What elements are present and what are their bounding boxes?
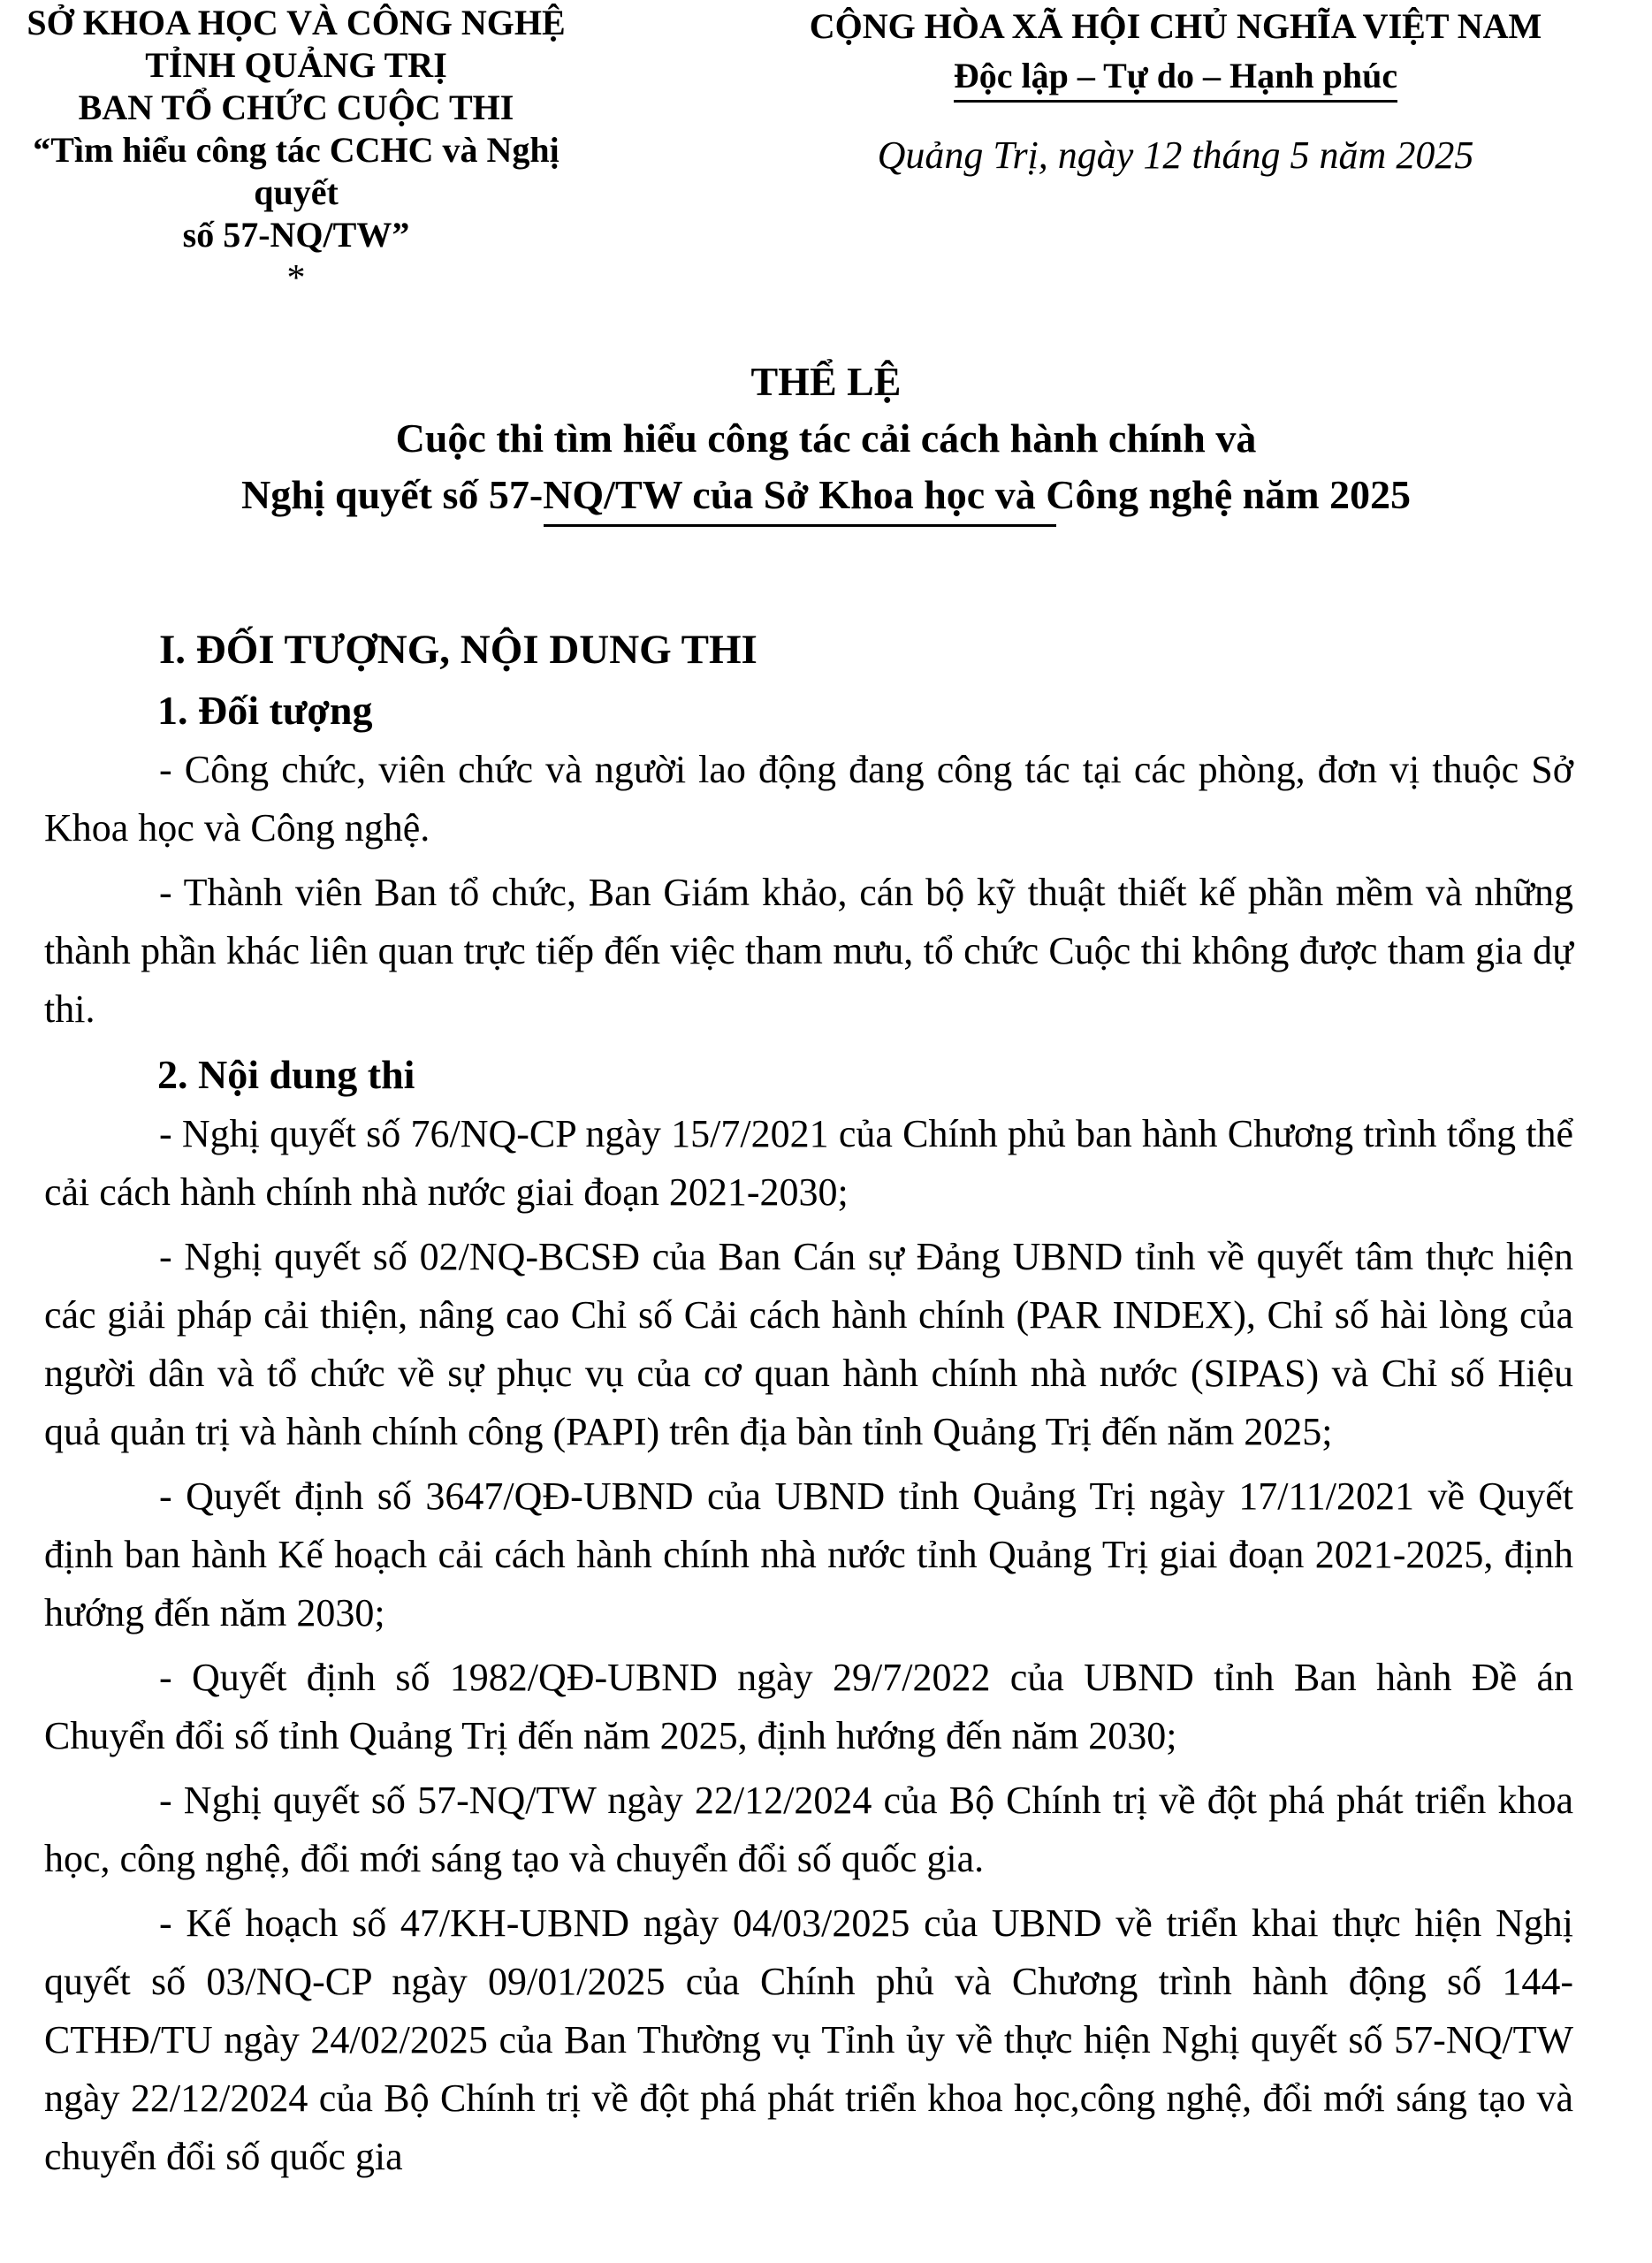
paragraph: - Thành viên Ban tổ chức, Ban Giám khảo, cán bộ kỹ thuật thiết kế phần mềm và những thành phần khác liên quan trực tiếp đến việc tham mưu, tổ chức Cuộc thi không được tham gia dự thi. [44, 871, 1573, 1031]
subsection-heading-doi-tuong: 1. Đối tượng [157, 688, 373, 733]
agency-line-5: số 57-NQ/TW” [182, 215, 410, 255]
paragraph: - Kế hoạch số 47/KH-UBND ngày 04/03/2025 của UBND về triển khai thực hiện Nghị quyết số 03/NQ-CP ngày 09/01/2025 của Chính phủ và Chương trình hành động số 144-CTHĐ/TU ngày 24/02/2025 của Ban Thường vụ Tỉnh ủy về thực hiện Nghị quyết số 57-NQ/TW ngày 22/12/2024 của Bộ Chính trị về đột phá phát triển khoa học,công nghệ, đổi mới sáng tạo và chuyển đổi số quốc gia [44, 1901, 1573, 2178]
document-subtitle-2: Nghị quyết số 57-NQ/TW của Sở Khoa học và Công nghệ năm 2025 [240, 472, 1412, 517]
document-header [0, 0, 1652, 299]
document-body [44, 619, 1573, 2192]
issuing-agency-block [0, 2, 592, 301]
national-motto: Độc lập – Tự do – Hạnh phúc [954, 54, 1397, 103]
agency-line-3: BAN TỔ CHỨC CUỘC THI [78, 88, 514, 127]
asterisk-mark: * [286, 258, 306, 299]
section-heading: I. ĐỐI TƯỢNG, NỘI DUNG THI [159, 627, 757, 673]
paragraph: - Nghị quyết số 02/NQ-BCSĐ của Ban Cán sự Đảng UBND tỉnh về quyết tâm thực hiện các giải pháp cải thiện, nâng cao Chỉ số Cải cách hành chính (PAR INDEX), Chỉ số hài lòng của người dân và tổ chức về sự phục vụ của cơ quan hành chính nhà nước (SIPAS) và Chỉ số Hiệu quả quản trị và hành chính công (PAPI) trên địa bàn tỉnh Quảng Trị đến năm 2025; [44, 1235, 1573, 1453]
paragraph: - Công chức, viên chức và người lao động đang công tác tại các phòng, đơn vị thuộc Sở Khoa học và Công nghệ. [44, 748, 1573, 850]
document-title-block [0, 354, 1652, 523]
paragraph: - Nghị quyết số 57-NQ/TW ngày 22/12/2024 của Bộ Chính trị về đột phá phát triển khoa học, công nghệ, đổi mới sáng tạo và chuyển đổi số quốc gia. [44, 1779, 1573, 1880]
paragraph: - Quyết định số 3647/QĐ-UBND của UBND tỉnh Quảng Trị ngày 17/11/2021 về Quyết định ban hành Kế hoạch cải cách hành chính nhà nước tỉnh Quảng Trị giai đoạn 2021-2025, định hướng đến năm 2030; [44, 1474, 1573, 1634]
subsection-heading-noi-dung-thi: 2. Nội dung thi [157, 1052, 415, 1097]
agency-line-1: SỞ KHOA HỌC VÀ CÔNG NGHỆ [27, 3, 566, 42]
national-title-block [725, 2, 1626, 103]
national-title: CỘNG HÒA XÃ HỘI CHỦ NGHĨA VIỆT NAM [809, 6, 1542, 46]
agency-line-4: “Tìm hiểu công tác CCHC và Nghị quyết [33, 130, 560, 212]
document-subtitle-1: Cuộc thi tìm hiểu công tác cải cách hành chính và [395, 415, 1257, 461]
agency-line-2: TỈNH QUẢNG TRỊ [145, 45, 447, 85]
paragraph: - Quyết định số 1982/QĐ-UBND ngày 29/7/2022 của UBND tỉnh Ban hành Đề án Chuyển đổi số tỉnh Quảng Trị đến năm 2025, định hướng đến năm 2030; [44, 1656, 1573, 1757]
paragraph: - Nghị quyết số 76/NQ-CP ngày 15/7/2021 của Chính phủ ban hành Chương trình tổng thể cải cách hành chính nhà nước giai đoạn 2021-2030; [44, 1112, 1573, 1214]
place-date: Quảng Trị, ngày 12 tháng 5 năm 2025 [877, 133, 1474, 177]
document-title: THỂ LỆ [750, 359, 902, 404]
title-underline [544, 524, 1056, 527]
